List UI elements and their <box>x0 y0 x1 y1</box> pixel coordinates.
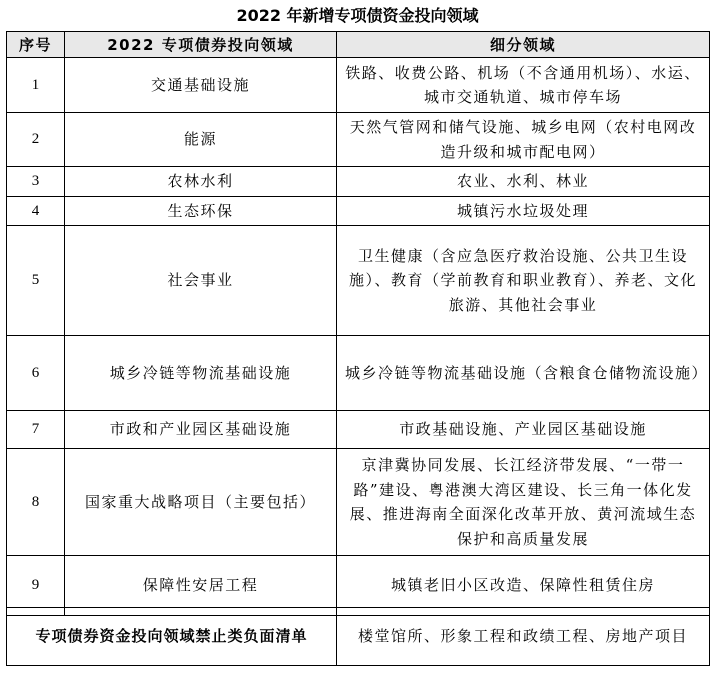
row-index: 1 <box>7 58 65 113</box>
row-index: 4 <box>7 196 65 226</box>
row-sub: 天然气管网和储气设施、城乡电网（农村电网改造升级和城市配电网） <box>337 113 710 167</box>
row-sub: 农业、水利、林业 <box>337 167 710 197</box>
negative-list-table <box>6 607 710 666</box>
row-sub: 卫生健康（含应急医疗救治设施、公共卫生设施）、教育（学前教育和职业教育）、养老、文化旅游、其他社会事业 <box>337 226 710 336</box>
investment-areas-table <box>6 31 710 616</box>
table-row <box>7 196 710 226</box>
row-index: 8 <box>7 449 65 556</box>
row-area: 社会事业 <box>65 226 337 336</box>
table-row <box>7 226 710 336</box>
row-area: 农林水利 <box>65 167 337 197</box>
row-index: 3 <box>7 167 65 197</box>
row-index: 6 <box>7 336 65 411</box>
negative-list-label: 专项债券资金投向领域禁止类负面清单 <box>7 608 337 666</box>
header-index: 序号 <box>7 32 65 58</box>
row-index: 2 <box>7 113 65 167</box>
row-area: 城乡冷链等物流基础设施 <box>65 336 337 411</box>
negative-list-row <box>7 608 710 666</box>
negative-list-content: 楼堂馆所、形象工程和政绩工程、房地产项目 <box>337 608 710 666</box>
table-row <box>7 113 710 167</box>
row-index: 5 <box>7 226 65 336</box>
header-sub: 细分领域 <box>337 32 710 58</box>
row-sub: 市政基础设施、产业园区基础设施 <box>337 411 710 449</box>
header-area: 2022 专项债券投向领域 <box>65 32 337 58</box>
row-sub: 城乡冷链等物流基础设施（含粮食仓储物流设施） <box>337 336 710 411</box>
table-row <box>7 58 710 113</box>
row-area: 交通基础设施 <box>65 58 337 113</box>
row-area: 生态环保 <box>65 196 337 226</box>
table-row <box>7 449 710 556</box>
row-area: 保障性安居工程 <box>65 556 337 616</box>
row-area: 国家重大战略项目（主要包括） <box>65 449 337 556</box>
row-area: 市政和产业园区基础设施 <box>65 411 337 449</box>
table-header-row <box>7 32 710 58</box>
table-title: 2022 年新增专项债资金投向领域 <box>236 6 479 25</box>
row-index: 7 <box>7 411 65 449</box>
row-area: 能源 <box>65 113 337 167</box>
row-sub: 城镇老旧小区改造、保障性租赁住房 <box>337 556 710 616</box>
row-index: 9 <box>7 556 65 616</box>
row-sub: 京津冀协同发展、长江经济带发展、“一带一路”建设、粤港澳大湾区建设、长三角一体化发展、推进海南全面深化改革开放、黄河流域生态保护和高质量发展 <box>337 449 710 556</box>
table-row <box>7 167 710 197</box>
row-sub: 铁路、收费公路、机场（不含通用机场）、水运、城市交通轨道、城市停车场 <box>337 58 710 113</box>
row-sub: 城镇污水垃圾处理 <box>337 196 710 226</box>
table-row <box>7 411 710 449</box>
table-row <box>7 336 710 411</box>
